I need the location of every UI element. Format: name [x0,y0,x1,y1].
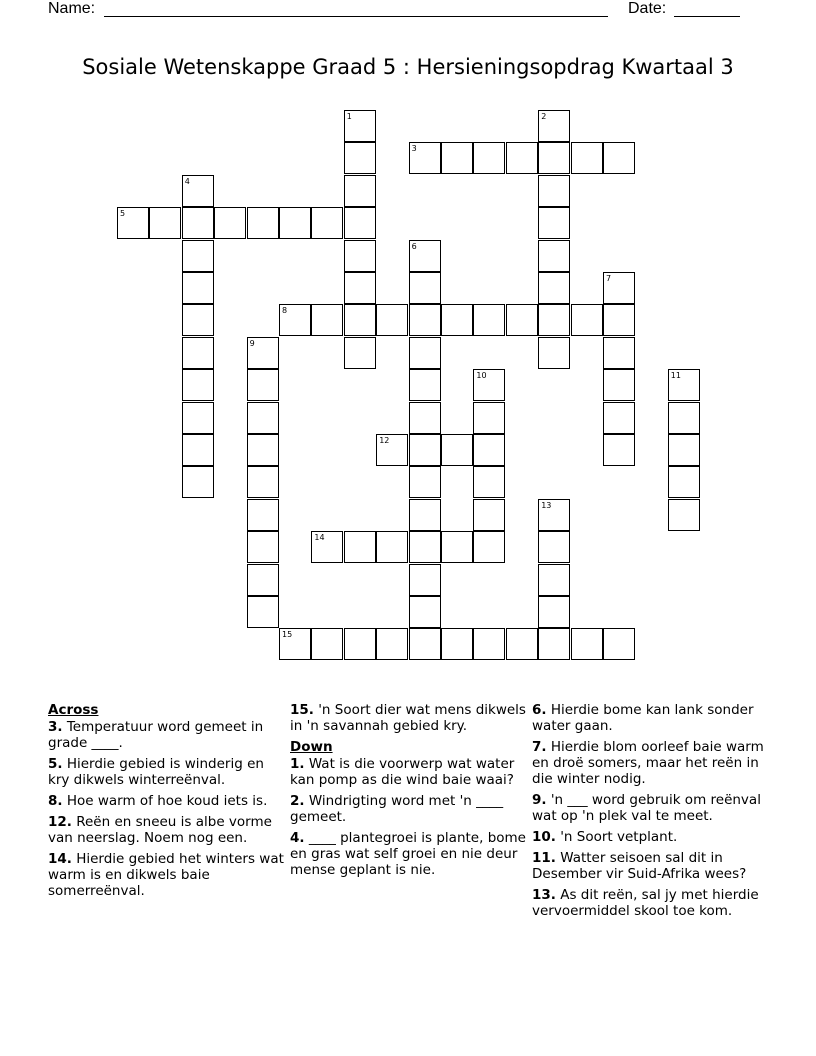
clue-number: 15 [282,630,293,640]
clue-number: 9 [249,338,255,348]
crossword-cell[interactable] [441,434,473,466]
clue-item-number: 7. [532,739,547,755]
crossword-cell[interactable] [182,207,214,239]
clue-number: 4 [184,176,190,186]
crossword-cell[interactable] [247,207,279,239]
crossword-cell[interactable] [409,240,441,272]
crossword-cell[interactable] [409,337,441,369]
crossword-cell[interactable] [182,304,214,336]
crossword-cell[interactable] [311,531,343,563]
crossword-cell[interactable] [247,596,279,628]
crossword-cell[interactable] [409,531,441,563]
date-label: Date: [628,0,667,17]
crossword-cell[interactable] [538,531,570,563]
clue-item-number: 2. [290,793,305,809]
crossword-cell[interactable] [538,304,570,336]
crossword-cell[interactable] [247,402,279,434]
clue-item-text: As dit reën, sal jy met hierdie vervoermiddel skool toe kom. [532,887,759,919]
clue-item [48,851,284,899]
clue-item-text: Windrigting word met 'n ____ gemeet. [290,793,504,825]
crossword-cell[interactable] [182,240,214,272]
clue-item [532,850,768,882]
crossword-cell[interactable] [182,434,214,466]
clue-item-number: 15. [290,702,314,718]
clue-number: 1 [346,112,352,121]
clue-item-number: 9. [532,792,547,808]
crossword-cell[interactable] [668,402,700,434]
crossword-cell[interactable] [441,142,473,174]
clue-item [290,793,526,825]
crossword-cell[interactable] [279,304,311,336]
crossword-cell[interactable] [603,434,635,466]
clues-column-3 [532,702,768,924]
crossword-cell[interactable] [409,369,441,401]
crossword-cell[interactable] [311,304,343,336]
crossword-cell[interactable] [668,369,700,401]
clue-item-text: ____ plantegroei is plante, bome en gras wat self groei en nie deur mense geplant is nie. [290,830,526,878]
crossword-cell[interactable] [149,207,181,239]
crossword-cell[interactable] [571,142,603,174]
crossword-cell[interactable] [117,207,149,239]
crossword-cell[interactable] [409,499,441,531]
crossword-cell[interactable] [344,175,376,207]
clue-item-text: Hierdie bome kan lank sonder water gaan. [532,702,754,734]
crossword-cell[interactable] [538,564,570,596]
crossword-cell[interactable] [182,337,214,369]
clue-item-number: 8. [48,793,63,809]
crossword-cell[interactable] [214,207,246,239]
crossword-cell[interactable] [603,628,635,660]
crossword-cell[interactable] [538,207,570,239]
crossword-cell[interactable] [409,304,441,336]
clue-item-text: 'n Soort dier wat mens dikwels in 'n savannah gebied kry. [290,702,526,734]
crossword-cell[interactable] [409,142,441,174]
crossword-cell[interactable] [538,596,570,628]
clue-item-number: 5. [48,756,63,772]
clue-item-text: Hierdie gebied is winderig en kry dikwels winterreënval. [48,756,264,788]
clue-number: 3 [411,144,417,154]
crossword-cell[interactable] [473,434,505,466]
clue-item [532,702,768,734]
crossword-cell[interactable] [603,304,635,336]
crossword-cell[interactable] [441,628,473,660]
crossword-cell[interactable] [344,272,376,304]
clue-item [532,739,768,787]
clue-item-number: 10. [532,829,556,845]
crossword-cell[interactable] [473,531,505,563]
crossword-cell[interactable] [441,531,473,563]
crossword-cell[interactable] [603,369,635,401]
crossword-cell[interactable] [441,304,473,336]
crossword-cell[interactable] [344,304,376,336]
crossword-cell[interactable] [344,142,376,174]
crossword-cell[interactable] [473,369,505,401]
crossword-cell[interactable] [538,337,570,369]
crossword-cell[interactable] [538,142,570,174]
crossword-cell[interactable] [409,272,441,304]
crossword-cell[interactable] [603,402,635,434]
crossword-cell[interactable] [376,434,408,466]
clue-item-number: 11. [532,850,556,866]
crossword-cell[interactable] [247,499,279,531]
crossword-cell[interactable] [538,240,570,272]
crossword-cell[interactable] [603,337,635,369]
crossword-cell[interactable] [473,304,505,336]
crossword-cell[interactable] [247,337,279,369]
clue-item-number: 4. [290,830,305,846]
crossword-cell[interactable] [376,531,408,563]
clue-number: 5 [120,209,126,219]
clue-item-text: Hoe warm of hoe koud iets is. [62,793,268,809]
crossword-cell[interactable] [668,499,700,531]
clue-item-text: Hierdie blom oorleef baie warm en droë somers, maar het reën in die winter nodig. [532,739,764,787]
clue-section-heading: Down [290,739,333,755]
name-label: Name: [48,0,96,17]
clue-number: 8 [282,306,288,316]
crossword-cell[interactable] [344,531,376,563]
clue-item-number: 1. [290,756,305,772]
clues-column-2 [290,702,526,883]
clue-item-number: 6. [532,702,547,718]
crossword-cell[interactable] [538,272,570,304]
crossword-cell[interactable] [344,207,376,239]
crossword-cell[interactable] [603,272,635,304]
clue-item-text: Temperatuur word gemeet in grade ____. [48,719,264,751]
clue-number: 11 [670,371,681,381]
crossword-cell[interactable] [182,272,214,304]
clue-item-number: 3. [48,719,63,735]
clue-number: 10 [476,371,487,381]
crossword-cell[interactable] [344,628,376,660]
crossword-cell[interactable] [409,434,441,466]
crossword-cell[interactable] [603,142,635,174]
crossword-cell[interactable] [409,564,441,596]
clue-item [48,793,284,809]
crossword-cell[interactable] [182,369,214,401]
crossword-cell[interactable] [409,596,441,628]
crossword-cell[interactable] [506,142,538,174]
crossword-cell[interactable] [376,628,408,660]
clue-section-heading: Across [48,702,99,718]
crossword-cell[interactable] [506,304,538,336]
crossword-cell[interactable] [538,499,570,531]
clue-item-number: 13. [532,887,556,903]
clue-number: 2 [541,112,547,121]
clue-item [48,814,284,846]
crossword-cell[interactable] [473,142,505,174]
clue-number: 7 [606,274,612,283]
clue-item-number: 12. [48,814,72,830]
clue-item-text: Reën en sneeu is albe vorme van neerslag. Noem nog een. [48,814,272,846]
clue-item [48,756,284,788]
clue-item-text: Watter seisoen sal dit in Desember vir Suid-Afrika wees? [532,850,747,882]
clue-item [290,756,526,788]
crossword-cell[interactable] [182,402,214,434]
clue-item [290,702,526,734]
crossword-cell[interactable] [279,628,311,660]
clue-item [48,719,284,751]
crossword-cell[interactable] [473,466,505,498]
page-title: Sosiale Wetenskappe Graad 5 : Hersieningsopdrag Kwartaal 3 [82,55,734,79]
clue-number: 12 [379,436,390,445]
crossword-cell[interactable] [344,110,376,142]
clue-item [532,887,768,919]
crossword-cell[interactable] [247,531,279,563]
crossword-cell[interactable] [538,175,570,207]
crossword-cell[interactable] [344,240,376,272]
clue-item-text: 'n Soort vetplant. [555,829,678,845]
crossword-cell[interactable] [538,628,570,660]
clue-item-number: 14. [48,851,72,867]
crossword-cell[interactable] [506,628,538,660]
crossword-cell[interactable] [311,207,343,239]
crossword-cell[interactable] [409,402,441,434]
crossword-cell[interactable] [182,466,214,498]
clue-number: 6 [411,241,417,251]
clue-item-text: 'n ___ word gebruik om reënval wat op 'n plek val te meet. [532,792,761,824]
crossword-cell[interactable] [473,402,505,434]
clue-item [532,829,768,845]
clue-item [532,792,768,824]
crossword-cell[interactable] [571,628,603,660]
crossword-cell[interactable] [538,110,570,142]
crossword-cell[interactable] [668,434,700,466]
crossword-cell[interactable] [571,304,603,336]
crossword-cell[interactable] [409,466,441,498]
crossword-cell[interactable] [376,304,408,336]
crossword-cell[interactable] [247,564,279,596]
crossword-cell[interactable] [311,628,343,660]
crossword-cell[interactable] [668,466,700,498]
clue-number: 13 [541,500,552,510]
crossword-cell[interactable] [247,434,279,466]
crossword-cell[interactable] [279,207,311,239]
clue-number: 14 [314,533,325,543]
crossword-cell[interactable] [409,628,441,660]
crossword-cell[interactable] [247,466,279,498]
clue-item-text: Wat is die voorwerp wat water kan pomp as die wind baie waai? [290,756,515,788]
crossword-cell[interactable] [247,369,279,401]
clue-item-text: Hierdie gebied het winters wat warm is en dikwels baie somerreënval. [48,851,284,899]
clues-column-1 [48,702,284,904]
crossword-cell[interactable] [473,499,505,531]
clue-item [290,830,526,878]
crossword-cell[interactable] [182,175,214,207]
crossword-cell[interactable] [473,628,505,660]
crossword-cell[interactable] [344,337,376,369]
